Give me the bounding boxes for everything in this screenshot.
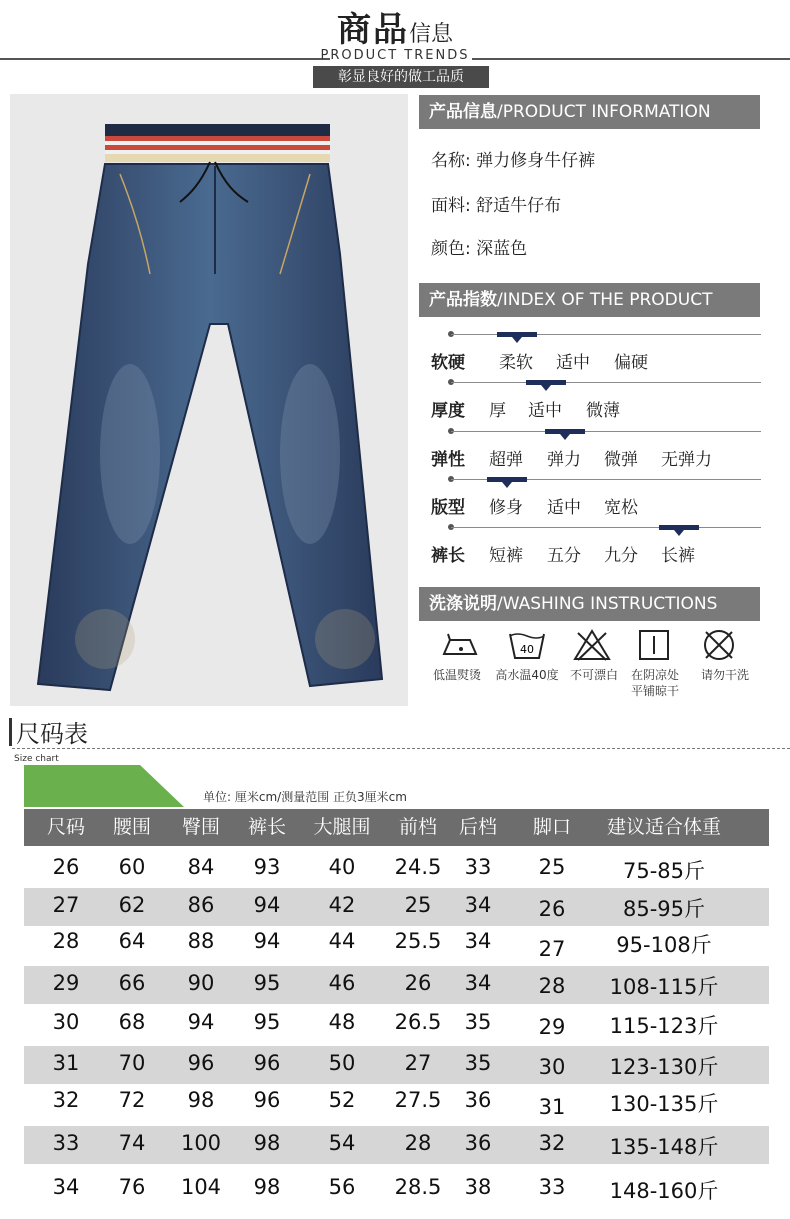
index-option: 微薄 [586, 401, 620, 421]
size-table-column-header: 建议适合体重 [606, 816, 721, 838]
index-option: 五分 [547, 546, 581, 566]
index-option: 偏硬 [614, 353, 648, 373]
table-cell: 56 [328, 1175, 356, 1199]
table-cell: 148-160斤 [609, 1179, 719, 1203]
table-cell: 88 [187, 929, 215, 953]
index-option-selected: 柔软 [499, 353, 533, 373]
info-fabric-value: 舒适牛仔布 [476, 196, 562, 216]
table-cell: 32 [52, 1088, 80, 1112]
table-cell: 33 [538, 1175, 566, 1199]
table-cell: 100 [180, 1131, 222, 1155]
table-cell: 46 [328, 971, 356, 995]
table-cell: 36 [464, 1088, 492, 1112]
size-chart-green-tab [24, 765, 184, 807]
size-table-column-header: 臀围 [181, 816, 220, 838]
info-name [431, 146, 595, 171]
table-cell: 28 [538, 974, 566, 998]
table-cell: 26 [52, 855, 80, 879]
table-row [24, 888, 769, 926]
dry-flat-shade-icon [634, 628, 674, 662]
index-selected-pointer [674, 530, 684, 536]
table-cell: 27.5 [394, 1088, 442, 1112]
table-cell: 29 [538, 1015, 566, 1039]
table-cell: 54 [328, 1131, 356, 1155]
info-color-label: 颜色: [431, 239, 471, 259]
table-cell: 34 [52, 1175, 80, 1199]
table-row [24, 966, 769, 1004]
table-cell: 96 [253, 1088, 281, 1112]
size-table-column-header: 脚口 [532, 816, 571, 838]
table-row [24, 1046, 769, 1084]
table-cell: 70 [118, 1051, 146, 1075]
index-option: 超弹 [489, 450, 523, 470]
index-row-label: 厚度 [431, 401, 465, 421]
table-cell: 25 [538, 855, 566, 879]
table-cell: 95 [253, 1010, 281, 1034]
table-row [24, 1166, 769, 1204]
table-cell: 28 [404, 1131, 432, 1155]
info-color-value: 深蓝色 [476, 239, 528, 259]
table-cell: 62 [118, 893, 146, 917]
iron-low-temp-icon [440, 628, 480, 662]
washing-title-en: /WASHING INSTRUCTIONS [497, 594, 718, 614]
wash-label-water: 高水温40度 [495, 668, 559, 682]
table-cell: 48 [328, 1010, 356, 1034]
product-photo [10, 94, 408, 706]
table-cell: 94 [187, 1010, 215, 1034]
table-cell: 44 [328, 929, 356, 953]
product-info-title-en: /PRODUCT INFORMATION [497, 102, 711, 122]
table-cell: 135-148斤 [609, 1135, 719, 1159]
table-cell: 25 [404, 893, 432, 917]
index-option: 无弹力 [661, 450, 712, 470]
product-index-title-en: /INDEX OF THE PRODUCT [497, 290, 713, 310]
table-cell: 38 [464, 1175, 492, 1199]
index-option: 短裤 [489, 546, 523, 566]
table-cell: 85-95斤 [622, 897, 706, 921]
table-cell: 30 [538, 1055, 566, 1079]
table-cell: 94 [253, 893, 281, 917]
index-row [431, 378, 761, 428]
table-cell: 42 [328, 893, 356, 917]
table-cell: 93 [253, 855, 281, 879]
index-option: 宽松 [604, 498, 638, 518]
table-row [24, 1126, 769, 1164]
wash-label-iron: 低温熨烫 [432, 668, 481, 682]
table-cell: 66 [118, 971, 146, 995]
product-info-header [419, 95, 760, 129]
index-selected-pointer [560, 434, 570, 440]
size-table-column-header: 前档 [398, 816, 437, 838]
index-row [431, 427, 761, 477]
index-selected-pointer [512, 337, 522, 343]
table-cell: 31 [52, 1051, 80, 1075]
info-name-label: 名称: [431, 151, 471, 171]
index-row [431, 475, 761, 525]
index-row-track [451, 431, 761, 432]
table-cell: 68 [118, 1010, 146, 1034]
info-color [431, 234, 527, 259]
table-cell: 98 [187, 1088, 215, 1112]
table-cell: 52 [328, 1088, 356, 1112]
table-cell: 96 [187, 1051, 215, 1075]
table-cell: 24.5 [394, 855, 442, 879]
table-cell: 95-108斤 [616, 933, 712, 957]
washing-title-cn: 洗涤说明 [429, 594, 497, 614]
size-chart-title: 尺码表 [16, 720, 88, 748]
jeans-illustration [10, 94, 408, 706]
wash-label-dry: 在阴凉处 平铺晾干 [630, 668, 679, 698]
table-cell: 27 [404, 1051, 432, 1075]
table-cell: 28 [52, 929, 80, 953]
index-option-selected: 修身 [489, 498, 523, 518]
index-selected-pointer [541, 385, 551, 391]
table-cell: 76 [118, 1175, 146, 1199]
index-selected-pointer [502, 482, 512, 488]
size-chart-title-en: Size chart [14, 754, 59, 764]
size-table-column-header: 后档 [458, 816, 497, 838]
product-index-header [419, 283, 760, 317]
no-dry-clean-icon [699, 628, 739, 662]
table-cell: 26 [538, 897, 566, 921]
size-table-column-header: 裤长 [247, 816, 286, 838]
index-row-label: 版型 [431, 498, 465, 518]
table-cell: 34 [464, 893, 492, 917]
table-row [24, 1084, 769, 1122]
index-option-selected: 长裤 [661, 546, 695, 566]
table-cell: 26.5 [394, 1010, 442, 1034]
index-row-label: 软硬 [431, 353, 465, 373]
index-option: 适中 [556, 353, 590, 373]
product-index-title-cn: 产品指数 [429, 290, 497, 310]
size-table-column-header: 腰围 [112, 816, 151, 838]
size-table-header [24, 809, 769, 846]
table-cell: 75-85斤 [622, 859, 706, 883]
title-big: 商品 [336, 10, 409, 50]
info-fabric-label: 面料: [431, 196, 471, 216]
wash-label-bleach: 不可漂白 [569, 668, 618, 682]
table-cell: 98 [253, 1131, 281, 1155]
index-option: 微弹 [604, 450, 638, 470]
table-cell: 123-130斤 [609, 1055, 719, 1079]
index-option: 厚 [489, 401, 506, 421]
table-cell: 74 [118, 1131, 146, 1155]
table-cell: 31 [538, 1095, 566, 1119]
wash-40-icon [507, 628, 547, 662]
table-cell: 104 [180, 1175, 222, 1199]
wash-temp-text: 40 [520, 643, 534, 656]
size-unit-note: 单位: 厘米cm/测量范围 正负3厘米cm [203, 790, 407, 804]
index-option-selected: 弹力 [547, 450, 581, 470]
table-cell: 130-135斤 [609, 1092, 719, 1116]
table-cell: 50 [328, 1051, 356, 1075]
table-cell: 60 [118, 855, 146, 879]
info-name-value: 弹力修身牛仔裤 [476, 151, 596, 171]
table-cell: 98 [253, 1175, 281, 1199]
table-cell: 96 [253, 1051, 281, 1075]
table-cell: 33 [464, 855, 492, 879]
index-option-selected: 适中 [528, 401, 562, 421]
table-cell: 35 [464, 1051, 492, 1075]
no-bleach-icon [572, 628, 612, 662]
table-cell: 84 [187, 855, 215, 879]
table-cell: 29 [52, 971, 80, 995]
table-cell: 108-115斤 [609, 975, 719, 999]
table-cell: 40 [328, 855, 356, 879]
index-option: 九分 [604, 546, 638, 566]
table-row [24, 926, 769, 964]
size-table-column-header: 尺码 [46, 816, 85, 838]
table-cell: 90 [187, 971, 215, 995]
table-row [24, 1006, 769, 1044]
table-cell: 32 [538, 1131, 566, 1155]
product-info-title-cn: 产品信息 [429, 102, 497, 122]
index-row-label: 裤长 [431, 546, 465, 566]
table-cell: 115-123斤 [609, 1014, 719, 1038]
size-chart-rule [12, 748, 790, 749]
index-row-track [451, 382, 761, 383]
table-row [24, 848, 769, 886]
table-cell: 34 [464, 971, 492, 995]
table-cell: 72 [118, 1088, 146, 1112]
info-fabric [431, 191, 561, 216]
index-option: 适中 [547, 498, 581, 518]
index-row-label: 弹性 [431, 450, 465, 470]
table-cell: 25.5 [394, 929, 442, 953]
index-row [431, 330, 761, 380]
table-cell: 30 [52, 1010, 80, 1034]
table-cell: 86 [187, 893, 215, 917]
title-english: PRODUCT TRENDS [320, 48, 470, 63]
table-cell: 33 [52, 1131, 80, 1155]
wash-label-dryclean: 请勿干洗 [700, 668, 749, 682]
table-cell: 34 [464, 929, 492, 953]
table-cell: 27 [538, 937, 566, 961]
subtitle-badge: 彰显良好的做工品质 [313, 66, 489, 88]
washing-header [419, 587, 760, 621]
table-cell: 36 [464, 1131, 492, 1155]
table-cell: 95 [253, 971, 281, 995]
table-cell: 26 [404, 971, 432, 995]
table-cell: 35 [464, 1010, 492, 1034]
table-cell: 28.5 [394, 1175, 442, 1199]
table-cell: 64 [118, 929, 146, 953]
size-title-accent [9, 718, 12, 746]
size-table-column-header: 大腿围 [313, 816, 371, 838]
page-title [0, 2, 790, 51]
table-cell: 27 [52, 893, 80, 917]
title-small: 信息 [408, 22, 453, 47]
index-row [431, 523, 761, 573]
index-row-track [451, 527, 761, 528]
table-cell: 94 [253, 929, 281, 953]
